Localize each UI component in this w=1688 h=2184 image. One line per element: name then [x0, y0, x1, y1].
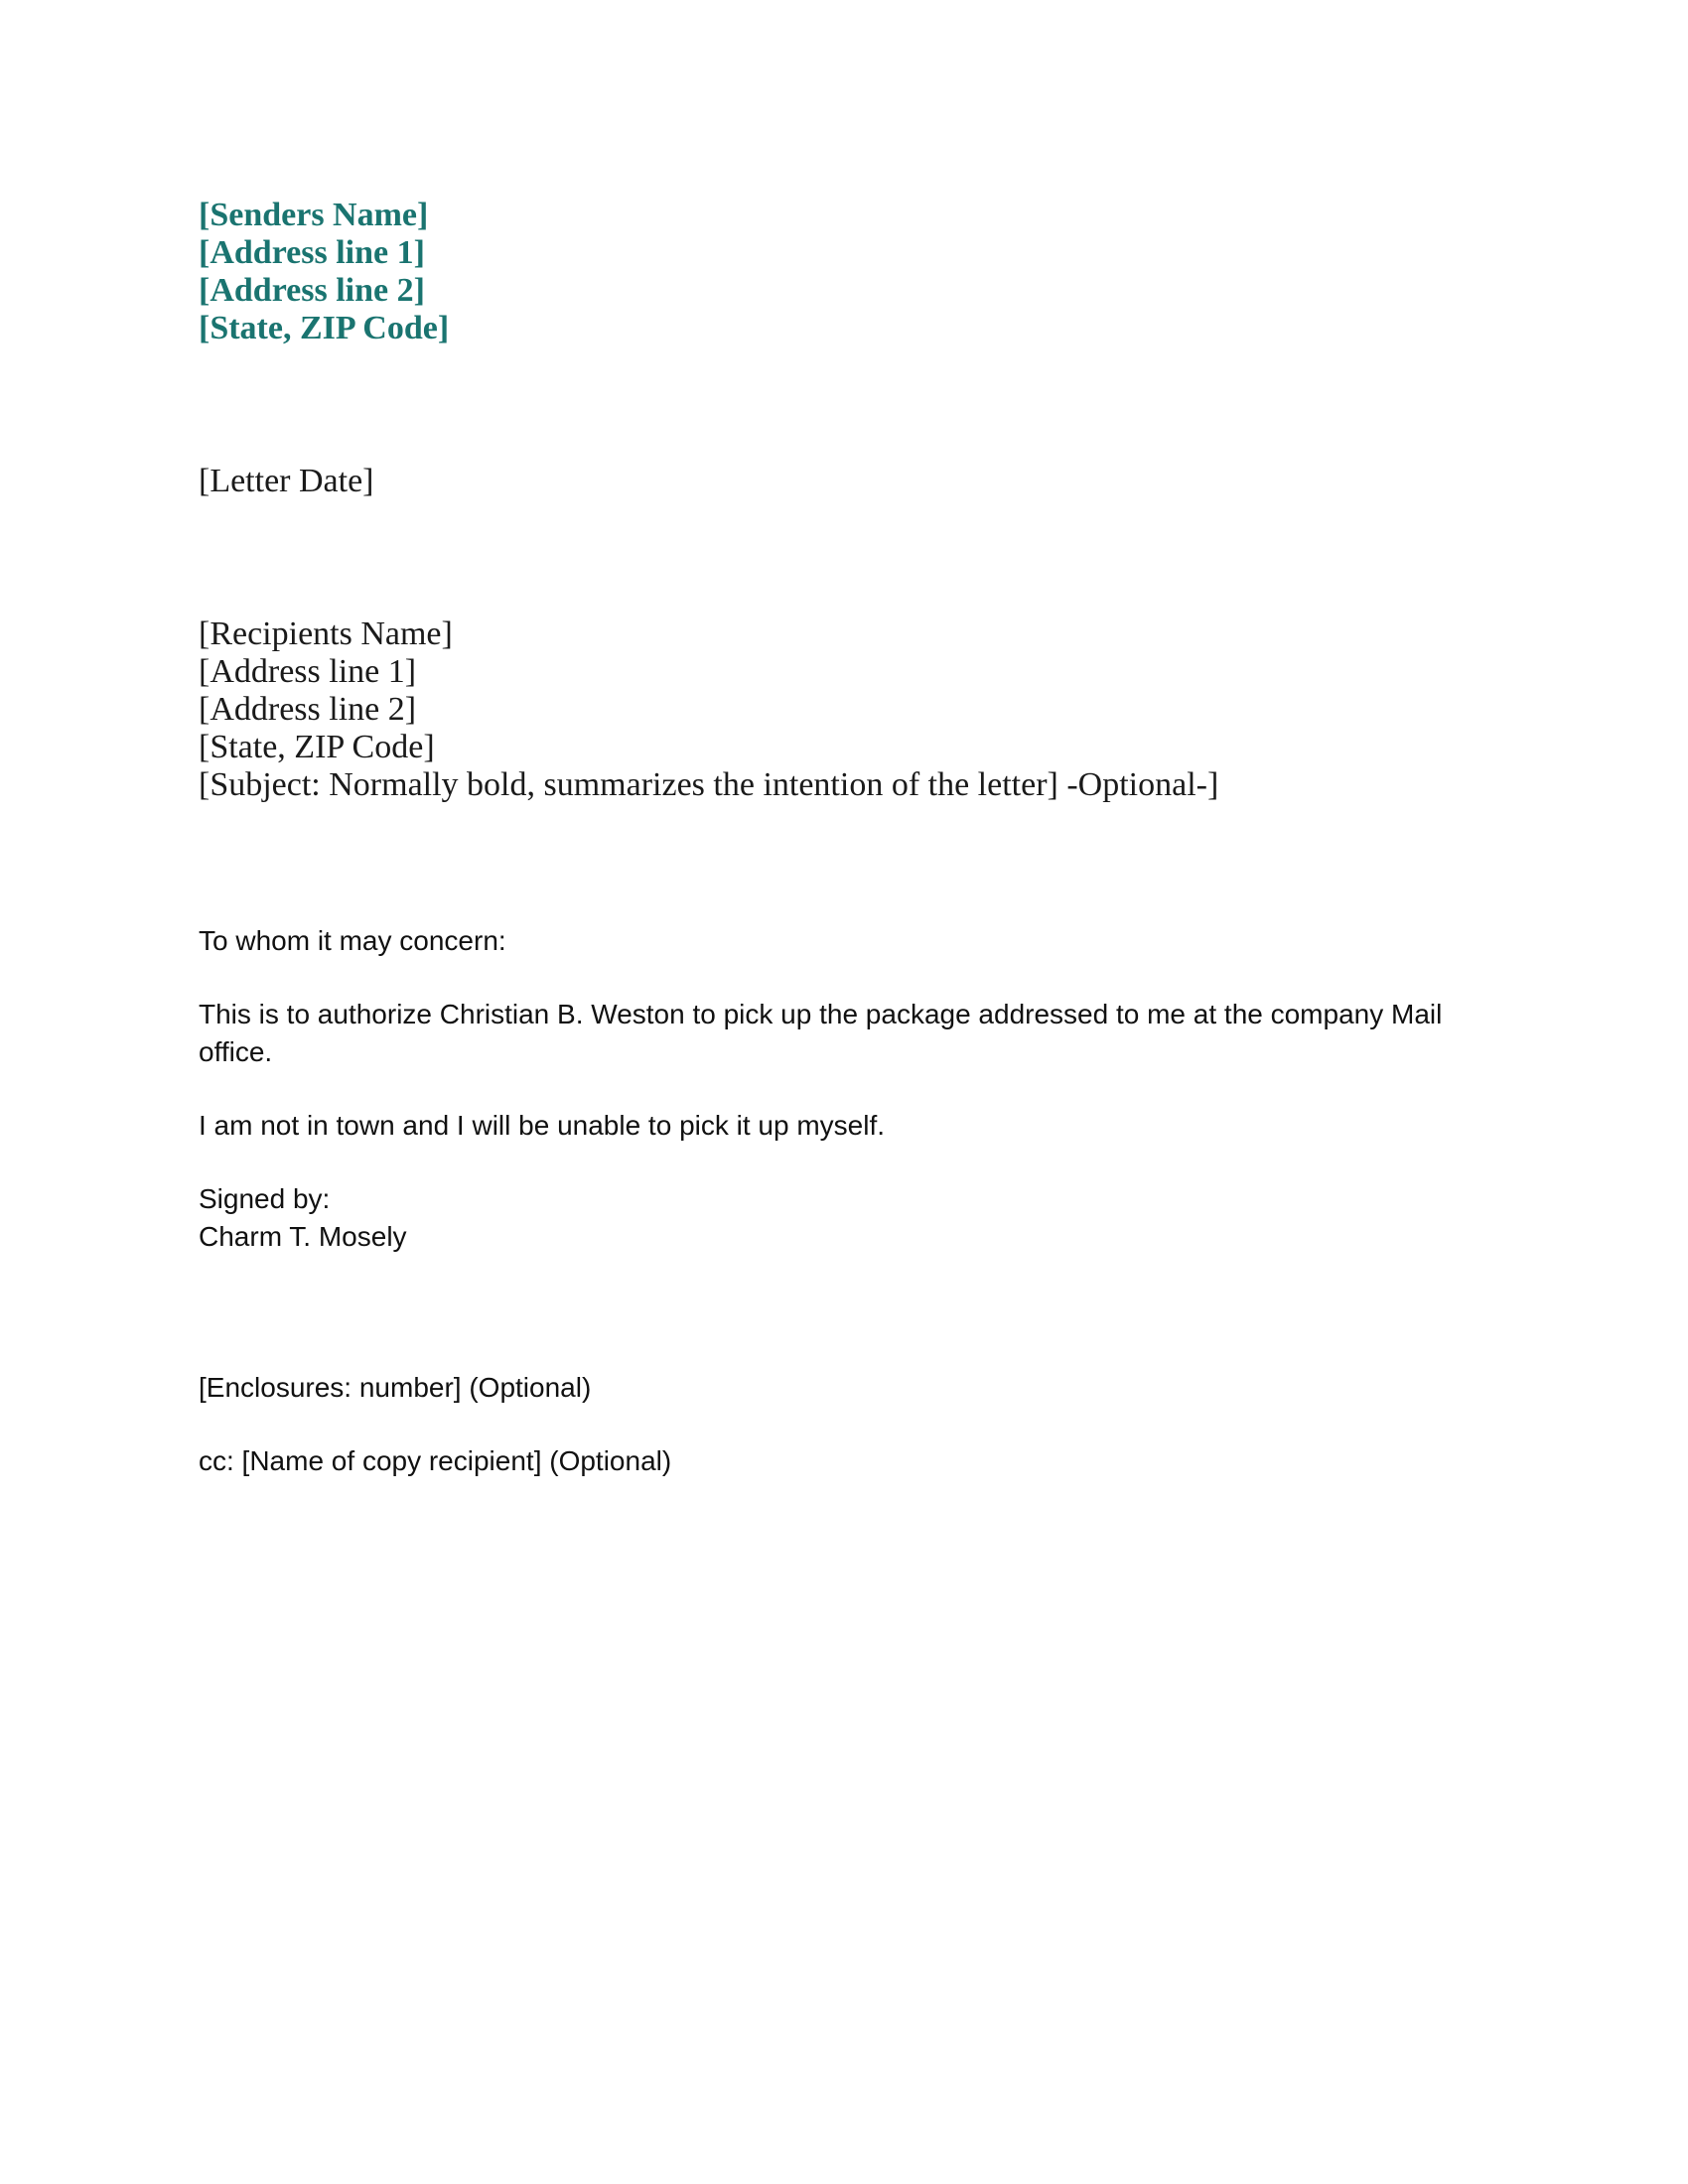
body-paragraph-authorization: This is to authorize Christian B. Weston to pick up the package addressed to me at the company Mail office.: [199, 999, 1443, 1067]
recipient-name: [Recipients Name]: [199, 615, 453, 652]
sender-address-line-1: [Address line 1]: [199, 234, 425, 271]
body-paragraph-reason: I am not in town and I will be unable to pick it up myself.: [199, 1110, 886, 1141]
enclosures-line: [Enclosures: number] (Optional): [199, 1372, 592, 1403]
recipient-state-zip: [State, ZIP Code]: [199, 729, 435, 765]
letter-subject: [Subject: Normally bold, summarizes the intention of the letter] -Optional-]: [199, 766, 1219, 803]
cc-line: cc: [Name of copy recipient] (Optional): [199, 1445, 672, 1476]
signed-by-label: Signed by:: [199, 1183, 331, 1214]
sender-block: [199, 197, 1489, 347]
letter-date: [Letter Date]: [199, 463, 374, 499]
sender-state-zip: [State, ZIP Code]: [199, 310, 450, 346]
sender-address-line-2: [Address line 2]: [199, 272, 425, 309]
recipient-address-line-2: [Address line 2]: [199, 691, 417, 728]
recipient-block: [199, 615, 1489, 804]
signer-name: Charm T. Mosely: [199, 1221, 407, 1252]
sender-name: [Senders Name]: [199, 197, 429, 233]
signature-block: [199, 1180, 1489, 1256]
recipient-address-line-1: [Address line 1]: [199, 653, 417, 690]
greeting: To whom it may concern:: [199, 925, 506, 956]
